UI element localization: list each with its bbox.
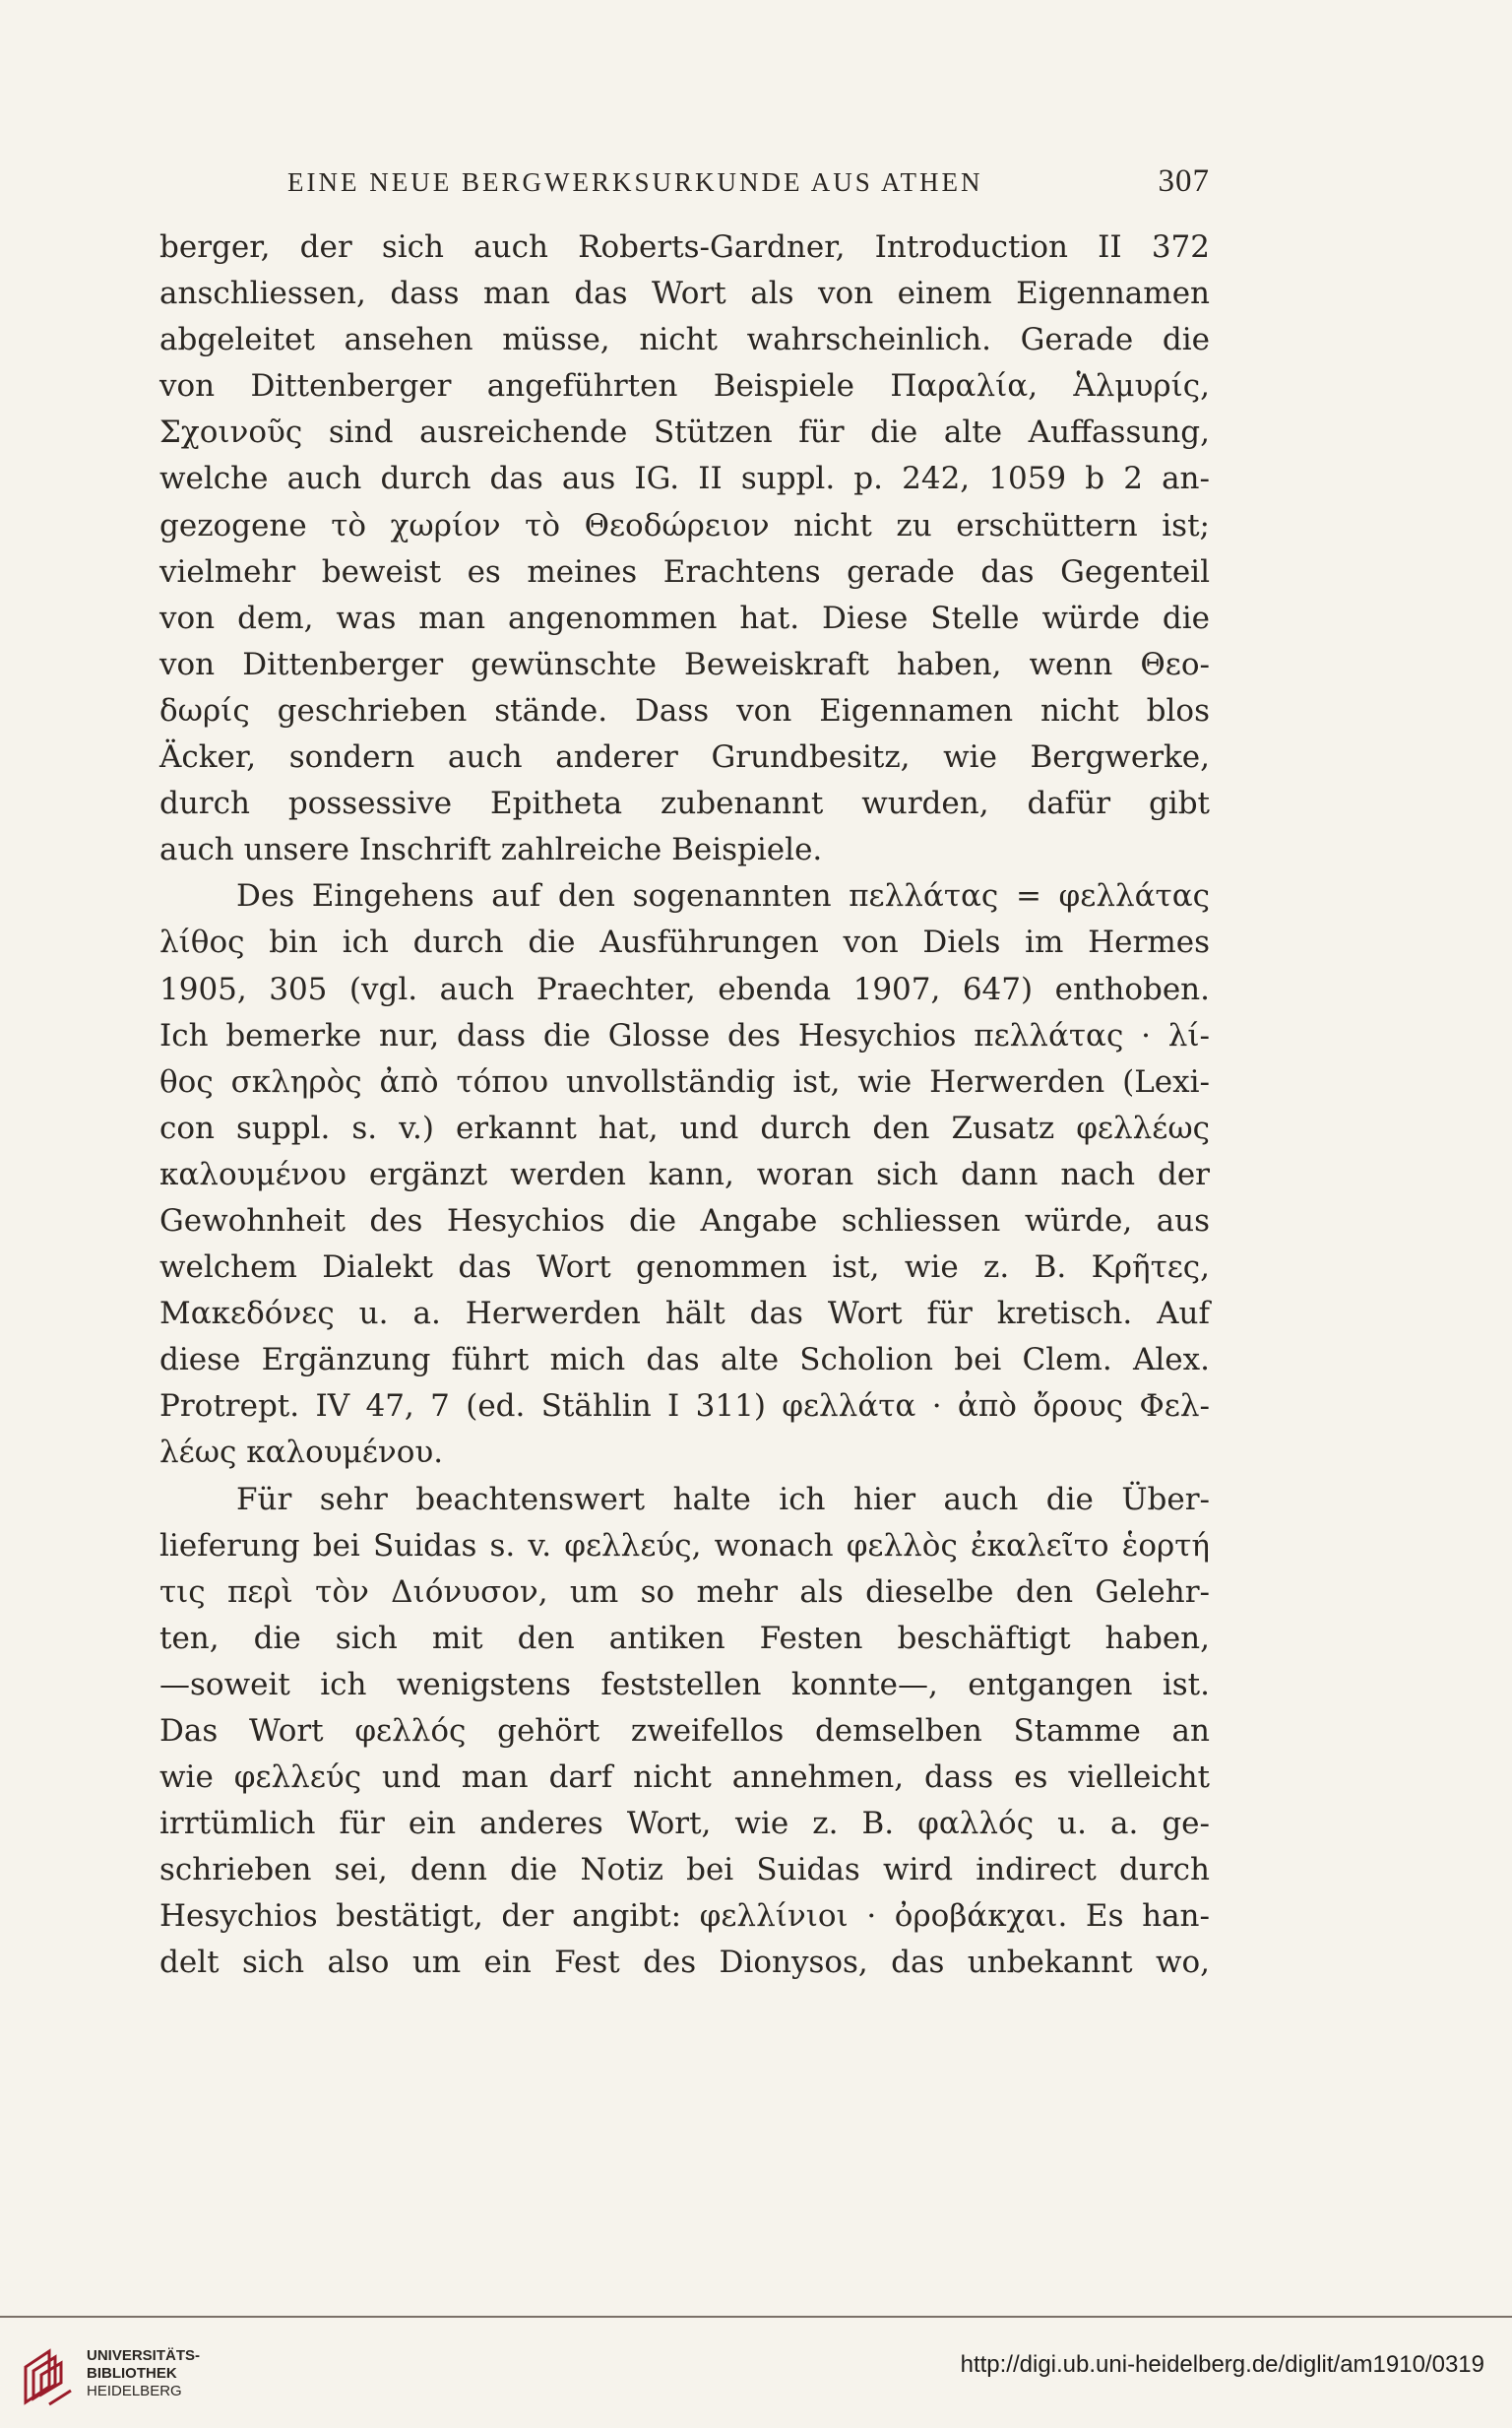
text-line: von dem, was man angenommen hat. Diese Stelle würde die [159, 600, 1210, 636]
library-name-line: BIBLIOTHEK [87, 2365, 177, 2382]
library-name [87, 2347, 200, 2400]
text-line: von Dittenberger gewünschte Beweiskraft haben, wenn Θεο- [159, 646, 1210, 682]
text-line: Ich bemerke nur, dass die Glosse des Hesychios πελλάτας · λί- [159, 1017, 1210, 1054]
text-line: 1905, 305 (vgl. auch Praechter, ebenda 1907, 647) enthoben. [159, 971, 1210, 1007]
text-line: —soweit ich wenigstens feststellen konnte—, entgangen ist. [159, 1666, 1210, 1702]
text-line: Das Wort φελλός gehört zweifellos demselben Stamme an [159, 1713, 1210, 1749]
text-line: lieferung bei Suidas s. v. φελλεύς, wonach φελλὸς ἐκαλεῖτο ἑορτή [159, 1527, 1210, 1564]
text-line: λίθος bin ich durch die Ausführungen von Diels im Hermes [159, 925, 1210, 961]
source-url-link[interactable]: http://digi.ub.uni-heidelberg.de/diglit/am1910/0319 [960, 2351, 1484, 2378]
text-line: delt sich also um ein Fest des Dionysos, das unbekannt wo, [159, 1945, 1210, 1981]
text-line: Hesychios bestätigt, der angibt: φελλίνιοι · ὀροβάκχαι. Es han- [159, 1898, 1210, 1935]
text-line: Protrept. IV 47, 7 (ed. Stählin I 311) φελλάτα · ἀπὸ ὄρους Φελ- [159, 1388, 1210, 1425]
text-line: anschliessen, dass man das Wort als von einem Eigennamen [159, 276, 1210, 312]
text-line: auch unsere Inschrift zahlreiche Beispiele. [159, 832, 823, 868]
text-line: con suppl. s. v.) erkannt hat, und durch den Zusatz φελλέως [159, 1110, 1210, 1146]
body-text [159, 224, 1210, 1987]
text-line: vielmehr beweist es meines Erachtens gerade das Gegenteil [159, 553, 1210, 590]
library-logo-icon [20, 2345, 77, 2406]
text-line: von Dittenberger angeführten Beispiele Παραλία, Ἁλμυρίς, [159, 368, 1210, 405]
text-line: welchem Dialekt das Wort genommen ist, wie z. B. Κρῆτες, [159, 1249, 1210, 1286]
text-line: ten, die sich mit den antiken Festen beschäftigt haben, [159, 1620, 1210, 1656]
text-line: Für sehr beachtenswert halte ich hier auch die Über- [236, 1481, 1210, 1517]
text-line: Des Eingehens auf den sogenannten πελλάτας = φελλάτας [236, 878, 1210, 915]
text-line: durch possessive Epitheta zubenannt wurden, dafür gibt [159, 786, 1210, 822]
text-line: Äcker, sondern auch anderer Grundbesitz, wie Bergwerke, [159, 739, 1210, 776]
text-line: wie φελλεύς und man darf nicht annehmen, dass es vielleicht [159, 1759, 1210, 1796]
text-line: θος σκληρὸς ἀπὸ τόπου unvollständig ist, wie Herwerden (Lexi- [159, 1063, 1210, 1100]
text-line: schrieben sei, denn die Notiz bei Suidas wird indirect durch [159, 1852, 1210, 1888]
footer-bar [0, 2318, 1512, 2428]
text-line: irrtümlich für ein anderes Wort, wie z. B. φαλλός u. a. ge- [159, 1806, 1210, 1842]
text-line: καλουμένου ergänzt werden kann, woran sich dann nach der [159, 1156, 1210, 1192]
page-number: 307 [1158, 163, 1210, 199]
text-line: diese Ergänzung führt mich das alte Scholion bei Clem. Alex. [159, 1342, 1210, 1378]
text-line: welche auch durch das aus IG. II suppl. p. 242, 1059 b 2 an- [159, 461, 1210, 497]
text-line: τις περὶ τὸν Διόνυσον, um so mehr als dieselbe den Gelehr- [159, 1573, 1210, 1610]
text-line: Σχοινοῦς sind ausreichende Stützen für die alte Auffassung, [159, 415, 1210, 451]
text-line: berger, der sich auch Roberts-Gardner, Introduction II 372 [159, 229, 1210, 265]
text-line: Μακεδόνες u. a. Herwerden hält das Wort für kretisch. Auf [159, 1296, 1210, 1332]
text-line: λέως καλουμένου. [159, 1435, 444, 1471]
running-title: EINE NEUE BERGWERKSURKUNDE AUS ATHEN [287, 167, 983, 197]
text-line: δωρίς geschrieben stände. Dass von Eigennamen nicht blos [159, 692, 1210, 729]
library-name-line: UNIVERSITÄTS- [87, 2347, 201, 2364]
text-line: Gewohnheit des Hesychios die Angabe schliessen würde, aus [159, 1202, 1210, 1239]
library-name-line: HEIDELBERG [87, 2383, 182, 2399]
text-line: abgeleitet ansehen müsse, nicht wahrscheinlich. Gerade die [159, 322, 1210, 358]
text-line: gezogene τὸ χωρίον τὸ Θεοδώρειον nicht zu erschüttern ist; [159, 507, 1210, 543]
